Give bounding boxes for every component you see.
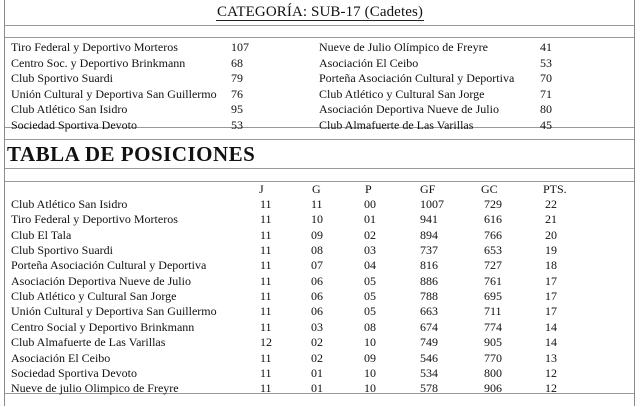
result-right-score: 70 <box>540 71 552 85</box>
team-name: Unión Cultural y Deportiva San Guillermo <box>11 304 217 318</box>
result-left-team: Unión Cultural y Deportiva San Guillermo <box>11 87 217 101</box>
goals-against-cell: 800 <box>484 366 502 380</box>
result-right-team: Club Almafuerte de Las Varillas <box>319 118 474 132</box>
won-cell: 03 <box>311 320 323 334</box>
points-cell: 18 <box>545 258 557 272</box>
result-right-team: Porteña Asociación Cultural y Deportiva <box>319 71 515 85</box>
points-cell: 20 <box>545 228 557 242</box>
goals-for-cell: 737 <box>420 243 438 257</box>
goals-for-cell: 546 <box>420 351 438 365</box>
team-name: Sociedad Sportiva Devoto <box>11 366 137 380</box>
won-cell: 08 <box>311 243 323 257</box>
lost-cell: 04 <box>364 258 376 272</box>
column-header: GC <box>481 182 498 196</box>
team-name: Nueve de julio Olimpico de Freyre <box>11 381 179 395</box>
divider <box>5 25 634 26</box>
played-cell: 11 <box>260 274 272 288</box>
points-cell: 17 <box>545 289 557 303</box>
won-cell: 09 <box>311 228 323 242</box>
team-name: Asociación Deportiva Nueve de Julio <box>11 274 191 288</box>
team-name: Club El Tala <box>11 228 72 242</box>
team-name: Club Atlético y Cultural San Jorge <box>11 289 177 303</box>
won-cell: 06 <box>311 304 323 318</box>
won-cell: 06 <box>311 289 323 303</box>
result-right-score: 71 <box>540 87 552 101</box>
won-cell: 06 <box>311 274 323 288</box>
goals-against-cell: 761 <box>484 274 502 288</box>
played-cell: 11 <box>260 289 272 303</box>
won-cell: 10 <box>311 212 323 226</box>
played-cell: 11 <box>260 228 272 242</box>
goals-against-cell: 695 <box>484 289 502 303</box>
points-cell: 17 <box>545 304 557 318</box>
column-header: GF <box>420 182 436 196</box>
goals-for-cell: 894 <box>420 228 438 242</box>
column-header: PTS. <box>543 182 567 196</box>
goals-against-cell: 729 <box>484 197 502 211</box>
played-cell: 11 <box>260 381 272 395</box>
lost-cell: 05 <box>364 289 376 303</box>
goals-against-cell: 770 <box>484 351 502 365</box>
team-name: Centro Social y Deportivo Brinkmann <box>11 320 195 334</box>
lost-cell: 10 <box>364 381 376 395</box>
won-cell: 02 <box>311 335 323 349</box>
played-cell: 11 <box>260 212 272 226</box>
standings-title: TABLA DE POSICIONES <box>7 142 256 166</box>
goals-for-cell: 886 <box>420 274 438 288</box>
goals-against-cell: 905 <box>484 335 502 349</box>
result-left-team: Club Sportivo Suardi <box>11 71 114 85</box>
goals-for-cell: 674 <box>420 320 438 334</box>
points-cell: 17 <box>545 274 557 288</box>
goals-for-cell: 663 <box>420 304 438 318</box>
team-name: Tiro Federal y Deportivo Morteros <box>11 212 178 226</box>
result-left-score: 53 <box>231 118 243 132</box>
points-cell: 14 <box>545 335 557 349</box>
goals-for-cell: 578 <box>420 381 438 395</box>
goals-against-cell: 906 <box>484 381 502 395</box>
points-cell: 12 <box>545 366 557 380</box>
points-cell: 21 <box>545 212 557 226</box>
points-cell: 19 <box>545 243 557 257</box>
played-cell: 11 <box>260 366 272 380</box>
result-left-score: 107 <box>231 40 249 54</box>
goals-against-cell: 616 <box>484 212 502 226</box>
goals-for-cell: 816 <box>420 258 438 272</box>
result-right-team: Nueve de Julio Olímpico de Freyre <box>319 40 488 54</box>
team-name: Club Sportivo Suardi <box>11 243 114 257</box>
result-right-team: Club Atlético y Cultural San Jorge <box>319 87 485 101</box>
points-cell: 22 <box>545 197 557 211</box>
won-cell: 01 <box>311 366 323 380</box>
points-cell: 12 <box>545 381 557 395</box>
goals-against-cell: 727 <box>484 258 502 272</box>
result-right-score: 80 <box>540 102 552 116</box>
result-left-team: Club Atlético San Isidro <box>11 102 128 116</box>
played-cell: 12 <box>260 335 272 349</box>
won-cell: 02 <box>311 351 323 365</box>
result-left-team: Sociedad Sportiva Devoto <box>11 118 137 132</box>
goals-for-cell: 1007 <box>420 197 444 211</box>
team-name: Porteña Asociación Cultural y Deportiva <box>11 258 207 272</box>
lost-cell: 01 <box>364 212 376 226</box>
won-cell: 07 <box>311 258 323 272</box>
goals-for-cell: 534 <box>420 366 438 380</box>
lost-cell: 05 <box>364 304 376 318</box>
result-left-team: Centro Soc. y Deportivo Brinkmann <box>11 56 186 70</box>
points-cell: 13 <box>545 351 557 365</box>
result-right-score: 45 <box>540 118 552 132</box>
result-left-score: 95 <box>231 102 243 116</box>
played-cell: 11 <box>260 304 272 318</box>
lost-cell: 10 <box>364 335 376 349</box>
lost-cell: 03 <box>364 243 376 257</box>
lost-cell: 08 <box>364 320 376 334</box>
goals-for-cell: 941 <box>420 212 438 226</box>
played-cell: 11 <box>260 320 272 334</box>
played-cell: 11 <box>260 197 272 211</box>
result-left-score: 68 <box>231 56 243 70</box>
goals-for-cell: 788 <box>420 289 438 303</box>
divider <box>5 139 634 140</box>
goals-against-cell: 766 <box>484 228 502 242</box>
column-header: P <box>365 182 372 196</box>
played-cell: 11 <box>260 243 272 257</box>
result-right-team: Asociación Deportiva Nueve de Julio <box>319 102 499 116</box>
result-right-score: 41 <box>540 40 552 54</box>
result-right-team: Asociación El Ceibo <box>319 56 419 70</box>
won-cell: 11 <box>311 197 323 211</box>
points-cell: 14 <box>545 320 557 334</box>
won-cell: 01 <box>311 381 323 395</box>
lost-cell: 02 <box>364 228 376 242</box>
team-name: Club Atlético San Isidro <box>11 197 128 211</box>
category-title: CATEGORÍA: SUB-17 (Cadetes) <box>216 4 423 20</box>
result-left-team: Tiro Federal y Deportivo Morteros <box>11 40 178 54</box>
lost-cell: 10 <box>364 366 376 380</box>
result-left-score: 76 <box>231 87 243 101</box>
goals-against-cell: 711 <box>484 304 502 318</box>
divider <box>5 37 634 38</box>
column-header: J <box>259 182 264 196</box>
played-cell: 11 <box>260 258 272 272</box>
result-left-score: 79 <box>231 71 243 85</box>
goals-against-cell: 653 <box>484 243 502 257</box>
lost-cell: 05 <box>364 274 376 288</box>
result-right-score: 53 <box>540 56 552 70</box>
lost-cell: 00 <box>364 197 376 211</box>
lost-cell: 09 <box>364 351 376 365</box>
goals-against-cell: 774 <box>484 320 502 334</box>
divider <box>5 168 634 169</box>
team-name: Club Almafuerte de Las Varillas <box>11 335 166 349</box>
column-header: G <box>312 182 321 196</box>
played-cell: 11 <box>260 351 272 365</box>
goals-for-cell: 749 <box>420 335 438 349</box>
team-name: Asociación El Ceibo <box>11 351 111 365</box>
